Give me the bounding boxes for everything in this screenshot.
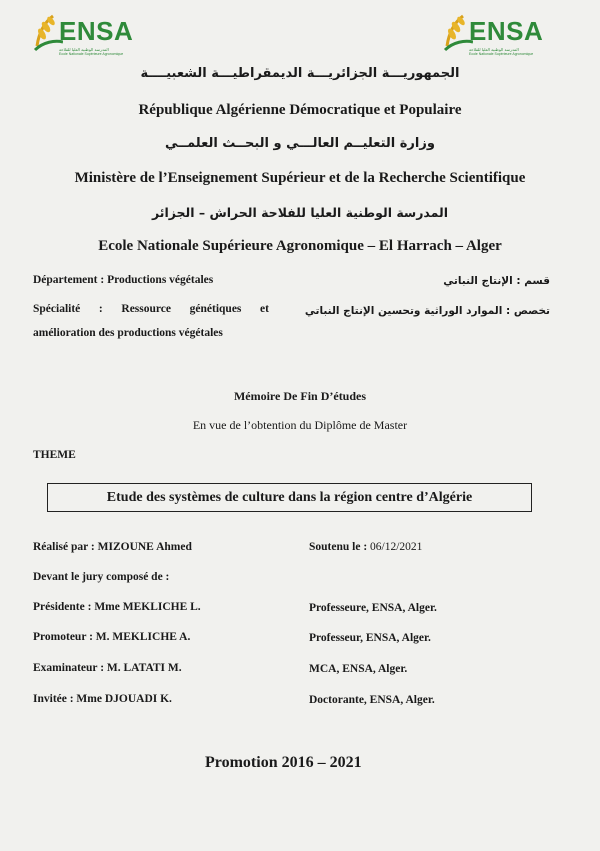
speciality-ar: تخصص : الموارد الوراثية وتحسين الإنتاج النباتي — [304, 305, 550, 317]
logo-subtitle-ar: المدرسة الوطنية العليا للفلاحة — [59, 47, 109, 52]
speciality-fr-line2: amélioration des productions végétales — [33, 327, 223, 339]
speciality-fr-line1: Spécialité : Ressource génétiques et — [33, 303, 269, 315]
soutenu-label: Soutenu le : — [309, 541, 368, 553]
school-fr: Ecole Nationale Supérieure Agronomique – El Harrach – Alger — [98, 238, 502, 254]
logo-subtitle-fr: Ecole Nationale Supérieure Agronomique — [469, 52, 534, 56]
soutenu-date: 06/12/2021 — [370, 541, 423, 553]
jury-member-role: Promoteur : M. MEKLICHE A. — [33, 631, 191, 643]
republic-fr: République Algérienne Démocratique et Populaire — [138, 102, 462, 118]
jury-member-role: Présidente : Mme MEKLICHE L. — [33, 601, 201, 613]
logo-brand-text: ENSA — [469, 16, 544, 46]
republic-ar: الجمهوريـــة الجزائريـــة الديمقراطيـــة الشعبيــــة — [140, 66, 460, 81]
theme-box — [47, 483, 532, 512]
author-realise: Réalisé par : MIZOUNE Ahmed — [33, 541, 192, 553]
promotion: Promotion 2016 – 2021 — [205, 754, 362, 771]
jury-member-title: MCA, ENSA, Alger. — [309, 663, 408, 675]
theme-label: THEME — [33, 449, 76, 461]
memoire-subtitle: En vue de l’obtention du Diplôme de Master — [192, 418, 408, 432]
jury-member-title: Doctorante, ENSA, Alger. — [309, 694, 435, 706]
logo-subtitle-fr: Ecole Nationale Supérieure Agronomique — [59, 52, 124, 56]
ministry-ar: وزارة التعليــم العالـــي و البحــث العلمــي — [165, 136, 435, 151]
department-fr: Département : Productions végétales — [33, 274, 214, 286]
jury-heading: Devant le jury composé de : — [33, 571, 170, 583]
jury-member-role: Invitée : Mme DJOUADI K. — [33, 693, 172, 705]
ministry-fr: Ministère de l’Enseignement Supérieur et de la Recherche Scientifique — [74, 170, 526, 186]
jury-member-role: Examinateur : M. LATATI M. — [33, 662, 182, 674]
defense-date-row — [309, 541, 422, 553]
logo-brand-text: ENSA — [59, 16, 134, 46]
jury-member-title: Professeur, ENSA, Alger. — [309, 632, 431, 644]
jury-member-title: Professeure, ENSA, Alger. — [309, 602, 437, 614]
logo-subtitle-ar: المدرسة الوطنية العليا للفلاحة — [469, 47, 519, 52]
department-ar: قسم : الإنتاج النباتي — [443, 275, 550, 287]
memoire-title: Mémoire De Fin D’études — [233, 389, 367, 403]
ensa-logo-right — [443, 12, 544, 56]
ensa-logo-left — [33, 12, 134, 56]
theme-title: Etude des systèmes de culture dans la région centre d’Algérie — [106, 489, 473, 505]
school-ar: المدرسة الوطنية العليا للفلاحة الحراش – الجزائر — [151, 205, 448, 220]
